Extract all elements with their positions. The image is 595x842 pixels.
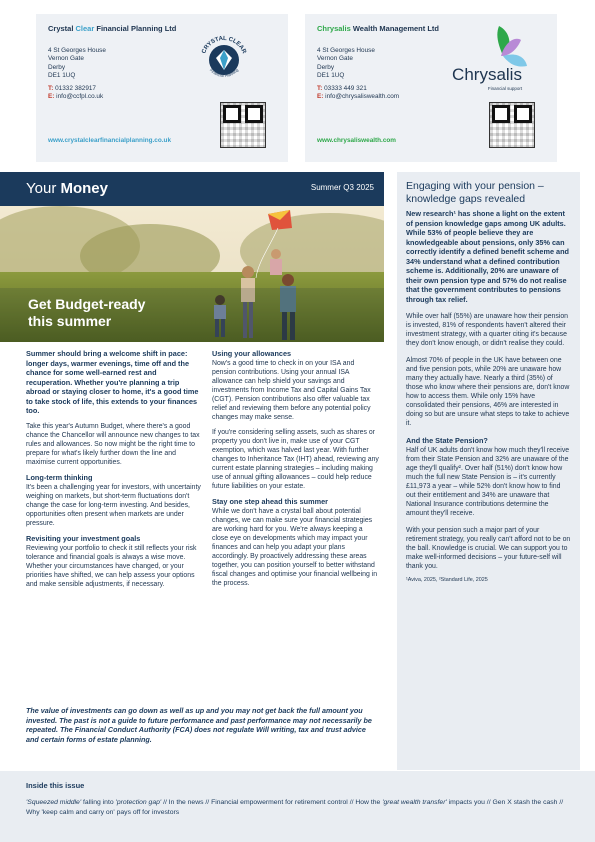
article-paragraph: It's been a challenging year for investors, with uncertainty weighing on markets, but short-term fluctuations don't change the case for long-term investing. And besides, opportunities often present when markets are under pressure.: [26, 483, 201, 527]
chrysalis-firm-name: Chrysalis Wealth Management Ltd: [317, 24, 439, 33]
article-paragraph: While we don't have a crystal ball about potential changes, we can make sure your financial strategies are working hard for you. We're always keeping a close eye on developments which may impact your finances and can help you adapt your plans accordingly. By proactively addressing these areas together, you can position yourself to better withstand fiscal changes and optimise your financial wellbeing in the process.: [212, 508, 378, 587]
section-heading-stay-ahead: Stay one step ahead this summer: [212, 497, 328, 506]
chrysalis-contact: T: 03333 449 321 E: info@chrysaliswealth.com: [317, 85, 400, 101]
svg-text:CRYSTAL CLEAR: CRYSTAL CLEAR: [201, 35, 247, 55]
sidebar-sources: ¹Aviva, 2025, ²Standard Life, 2025: [406, 577, 488, 583]
svg-text:Financial support: Financial support: [487, 86, 523, 91]
crystal-clear-qr-code[interactable]: [220, 102, 266, 148]
sidebar-paragraph: While over half (55%) are unaware how their pension is invested, 81% of respondents haven't altered their investment strategy, with a quarter citing it's because they don't know enough, or didn't realise they could.: [406, 313, 569, 347]
crystal-clear-address: 4 St Georges House Vernon Gate Derby DE1 1UQ: [48, 47, 106, 79]
inside-heading: Inside this issue: [26, 781, 85, 790]
section-heading-investment-goals: Revisiting your investment goals: [26, 533, 141, 543]
article-paragraph: If you're considering selling assets, such as shares or property you don't live in, make use of your CGT exemption, which was halved last year. With further changes to Inheritance Tax (IHT) ahead, reviewing any current estate planning strategies – including making use of annual gifting allowances – could help reduce future liabilities on your estate.: [212, 429, 379, 490]
sidebar-paragraph: Almost 70% of people in the UK have between one and five pension pots, while 20% are unaware how many they actually have. Nearly a third (35%) of those who know where their pensions are, don't know how to access them. While only 15% have consolidated their pensions, 46% are interested in doing so but are unsure what steps to take to achieve it.: [406, 357, 570, 427]
article-paragraph: Reviewing your portfolio to check it still reflects your risk tolerance and financial goals is always a wise move. Whether your circumstances have changed, or your priorities have shifted, we can help assess your options and make sensible adjustments, if necessary.: [26, 544, 197, 588]
crystal-clear-website-link[interactable]: www.crystalclearfinancialplanning.co.uk: [48, 137, 171, 144]
sidebar-title: Engaging with your pension – knowledge gaps revealed: [406, 180, 544, 205]
sidebar-intro: New research¹ has shone a light on the extent of pension knowledge gaps among UK adults. While 53% of people believe they are knowledgeable about pensions, only 35% can correctly identify a defined benefit scheme and 34% understand what a defined contribution scheme is. Additionally, 20% are unaware of their own pension type and 57% do not realise that the government contributes to pensions through tax relief.: [406, 209, 570, 304]
masthead-band: [0, 172, 384, 206]
crystal-clear-phone[interactable]: 01332 382917: [53, 85, 96, 93]
issue-season: Summer Q3 2025: [310, 183, 374, 192]
chrysalis-phone[interactable]: 03333 449 321: [322, 85, 367, 93]
crystal-clear-firm-name: Crystal Clear Financial Planning Ltd: [48, 24, 177, 33]
chrysalis-card: [305, 14, 557, 162]
pension-sidebar: [397, 172, 580, 770]
hero-title: Get Budget-ready this summer: [28, 296, 146, 329]
section-heading-long-term: Long-term thinking: [26, 472, 93, 482]
crystal-clear-contact: T: 01332 382917 E: info@ccfpl.co.uk: [48, 85, 104, 101]
sidebar-heading-state-pension: And the State Pension?: [406, 436, 488, 445]
crystal-clear-email[interactable]: info@ccfpl.co.uk: [54, 93, 104, 101]
chrysalis-qr-code[interactable]: [489, 102, 535, 148]
article-column-1: [26, 349, 202, 595]
crystal-clear-logo: [194, 28, 254, 88]
chrysalis-email[interactable]: info@chrysaliswealth.com: [323, 93, 400, 101]
article-lead: Summer should bring a welcome shift in pace: longer days, warmer evenings, time off and the chance for some well-earned rest and recuperation. Whether you're planning a trip abroad or staying closer to home, it's a good time to take stock of life, this extends to your finances too.: [26, 349, 199, 415]
masthead-title: Your Money: [26, 180, 108, 197]
article-paragraph: Take this year's Autumn Budget, where there's a good chance the Chancellor will announce new changes to tax rules and allowances. So now might be the right time to prepare for what's likely further down the line and maximise current opportunities.: [26, 422, 200, 466]
section-heading-allowances: Using your allowances: [212, 349, 292, 358]
article-column-2: [212, 349, 380, 594]
article-paragraph: Now's a good time to check in on your ISA and pension contributions. Using your annual ISA allowance can help shield your savings and investments from Income Tax and Capital Gains Tax (CGT). Pension contributions also offer valuable tax relief and reviewing them before any potential policy changes may make sense.: [212, 360, 371, 421]
chrysalis-logo: [441, 22, 531, 102]
chrysalis-address: 4 St Georges House Vernon Gate Derby DE1 1UQ: [317, 47, 375, 79]
chrysalis-website-link[interactable]: www.chrysaliswealth.com: [317, 137, 396, 144]
inside-this-issue: [0, 771, 595, 842]
svg-text:Chrysalis: Chrysalis: [452, 65, 522, 84]
sidebar-paragraph: Half of UK adults don't know how much they'll receive from their State Pension and 32% are unaware of the age they'll qualify². Over half (51%) don't know how much the full new State Pension is – it's currently £11,973 a year – while 52% don't know how to find out their entitlement and 34% are unaware that National Insurance contributions determine the amount they'll receive.: [406, 447, 570, 517]
sidebar-paragraph: With your pension such a major part of your retirement strategy, you really can't afford not to be on the ball. Knowledge is crucial. We can support you to make well-informed decisions – your future-self will thank you.: [406, 527, 571, 570]
header-area: [0, 0, 595, 172]
inside-contents-list: 'Squeezed middle' falling into 'protection gap' // In the news // Financial empowerment for retirement control // How the 'great wealth transfer' impacts you // Gen X stash the cash // Why 'keep calm and carry on' pays off for investors: [26, 799, 564, 816]
crystal-clear-card: [36, 14, 288, 162]
svg-text:Financial Planning: Financial Planning: [208, 67, 240, 78]
regulatory-disclaimer: The value of investments can go down as well as up and you may not get back the full amount you invested. The past is not a guide to future performance and past performance may not necessarily be repeated. The Financial Conduct Authority (FCA) does not regulate Will writing, tax and trust advice and certain forms of estate planning.: [26, 706, 372, 744]
